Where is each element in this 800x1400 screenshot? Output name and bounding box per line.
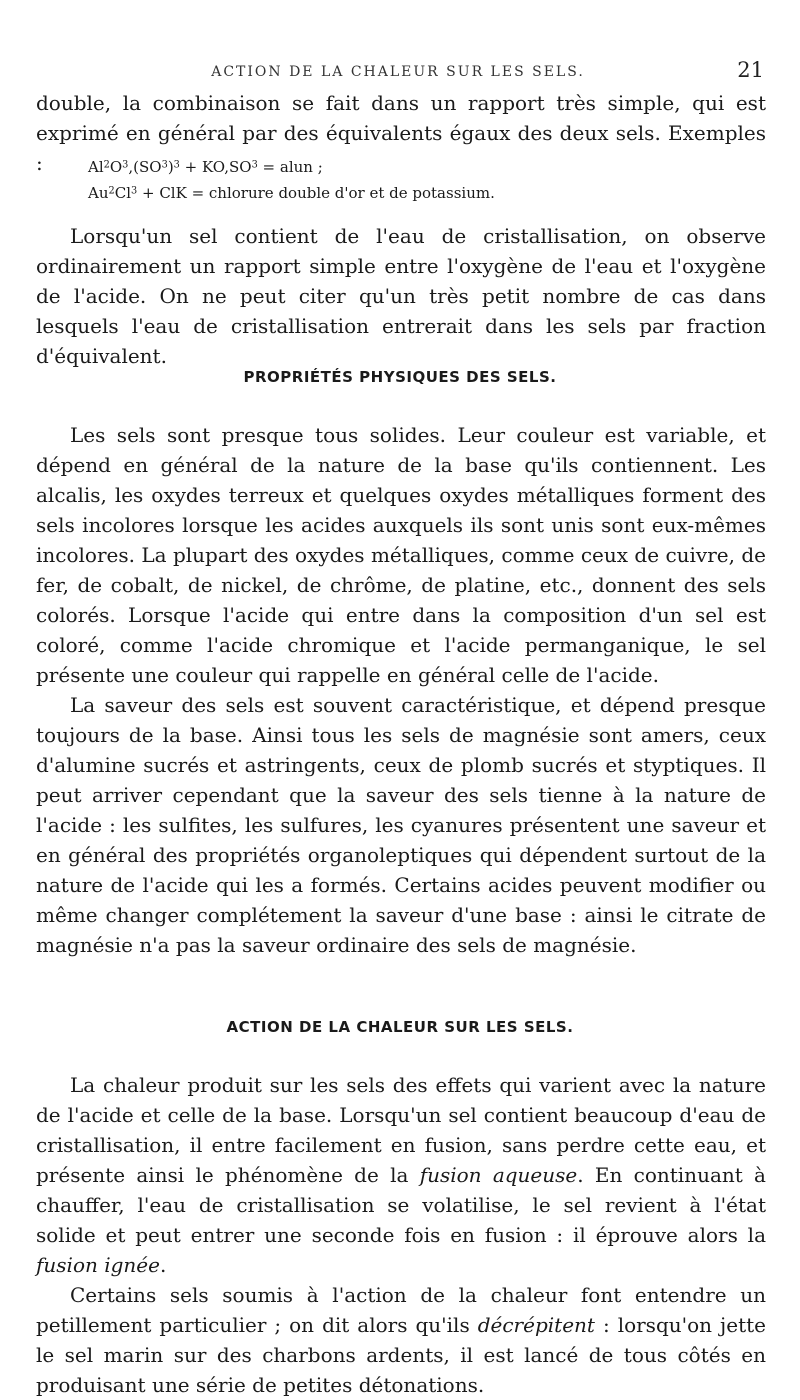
paragraph-continuation: double, la combinaison se fait dans un rapport très simple, qui est exprimé en général par des équivalents égaux des deux sels. Exemples : (36, 91, 766, 175)
paragraph-couleur: Les sels sont presque tous solides. Leur couleur est variable, et dépend en général de la nature de la base qu'ils contiennent. Les alcalis, les oxydes terreux et quelques oxydes métalliques forment des sels incolores lorsque les acides auxquels ils sont unis sont eux-mêmes incolores. La plupart des oxydes métalliques, comme ceux de cuivre, de fer, de cobalt, de nickel, de chrôme, de platine, etc., donnent des sels colorés. Lorsque l'acide qui entre dans la composition d'un sel est coloré, comme l'acide chromique et l'acide permanganique, le sel présente une couleur qui rappelle en général celle de l'acide. (36, 423, 766, 687)
formula-alun: $Al^2O^3,(SO^3)^3 + KO,SO^3$ = alun ; (88, 158, 323, 176)
running-title: ACTION DE LA CHALEUR SUR LES SELS. (211, 64, 585, 80)
formula-chlorure-double: $Au^2Cl^3$ + ClK = chlorure double d'or et de potassium. (88, 184, 495, 202)
paragraph-fusion: La chaleur produit sur les sels des effets qui varient avec la nature de l'acide et celle de la base. Lorsqu'un sel contient beaucoup d'eau de cristallisation, il entre facilement en fusion, sans perdre cette eau, et présente ainsi le phénomène de la fusion aqueuse. En continuant à chauffer, l'eau de cristallisation se volatilise, le sel revient à l'état solide et peut entrer une seconde fois en fusion : il éprouve alors la fusion ignée. (36, 1073, 766, 1277)
heat-action-block (36, 1070, 766, 1400)
heading-action-chaleur: ACTION DE LA CHALEUR SUR LES SELS. (226, 1018, 574, 1036)
term-fusion-aqueuse: fusion aqueuse (419, 1163, 578, 1187)
page-number: 21 (737, 58, 764, 82)
term-fusion-ignee: fusion ignée (36, 1253, 160, 1277)
term-decrepitent: décrépitent (477, 1313, 595, 1337)
paragraph-decrepitation: Certains sels soumis à l'action de la chaleur font entendre un petillement particulier ; on dit alors qu'ils décrépitent : lorsqu'on jette le sel marin sur des charbons ardents, il est lancé de tous côtés en produisant une série de petites détonations. (36, 1283, 766, 1397)
paragraph-saveur: La saveur des sels est souvent caractéristique, et dépend presque toujours de la base. Ainsi tous les sels de magnésie sont amers, ceux d'alumine sucrés et astringents, ceux de plomb sucrés et styptiques. Il peut arriver cependant que la saveur des sels tienne à la nature de l'acide : les sulfites, les sulfures, les cyanures présentent une saveur et en général des propriétés organoleptiques qui dépendent surtout de la nature de l'acide qui les a formés. Certains acides peuvent modifier ou même changer complétement la saveur d'une base : ainsi le citrate de magnésie n'a pas la saveur ordinaire des sels de magnésie. (36, 693, 766, 957)
paragraph-eau-cristallisation: Lorsqu'un sel contient de l'eau de cristallisation, on observe ordinairement un rapport simple entre l'oxygène de l'eau et l'oxygène de l'acide. On ne peut citer qu'un très petit nombre de cas dans lesquels l'eau de cristallisation entrerait dans les sels par fraction d'équivalent. (36, 224, 766, 368)
heading-proprietes-physiques: PROPRIÉTÉS PHYSIQUES DES SELS. (243, 368, 557, 386)
physical-properties-block (36, 420, 766, 960)
water-crystallisation-block (36, 221, 766, 371)
